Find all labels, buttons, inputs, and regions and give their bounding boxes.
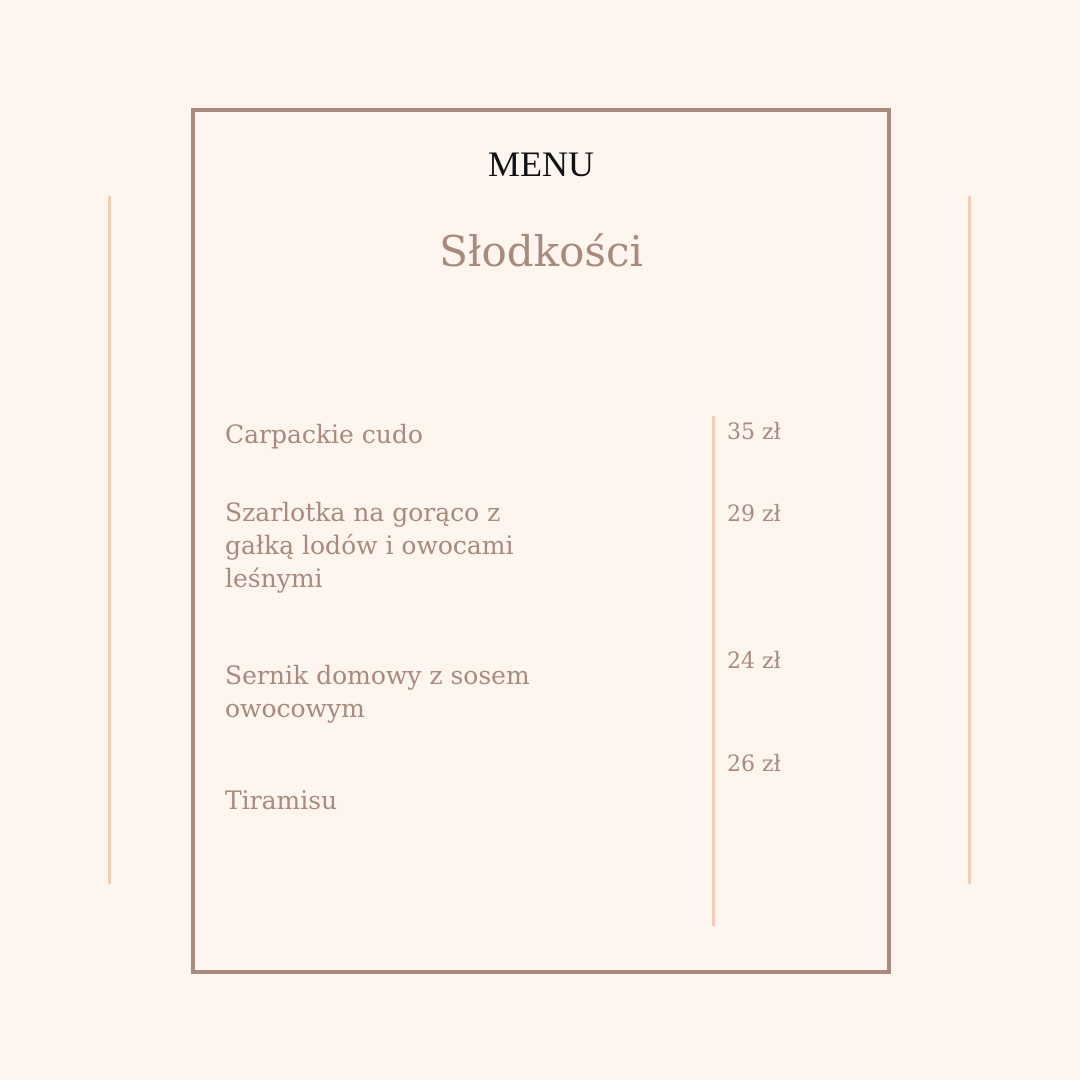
menu-item-price: 29 zł (727, 502, 781, 527)
category-title: Słodkości (439, 227, 643, 276)
menu-item-name: Sernik domowy z sosem owocowym (225, 661, 530, 723)
menu-frame (191, 108, 891, 974)
menu-item-price: 24 zł (727, 649, 781, 674)
menu-item-price: 26 zł (727, 752, 781, 777)
menu-item-name: Carpackie cudo (225, 420, 423, 449)
left-decorative-line (108, 196, 111, 884)
menu-item-name: Tiramisu (225, 786, 338, 815)
menu-title: MENU (488, 144, 594, 184)
price-divider-line (712, 416, 715, 926)
menu-item-name: Szarlotka na gorąco z gałką lodów i owocami leśnymi (225, 498, 514, 593)
menu-item-price: 35 zł (727, 420, 781, 445)
right-decorative-line (968, 196, 971, 884)
